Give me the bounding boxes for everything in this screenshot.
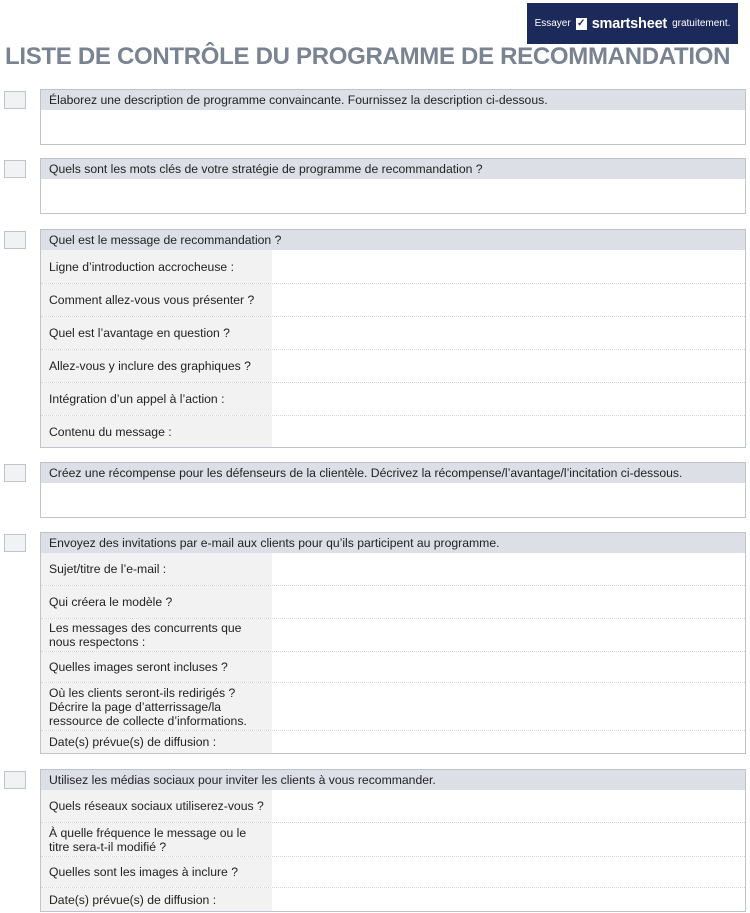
answer-field[interactable] [272, 731, 745, 753]
question-row [41, 618, 745, 651]
question-list [41, 790, 745, 911]
answer-field[interactable] [272, 317, 745, 349]
section-checkbox[interactable] [4, 464, 26, 482]
question-row [41, 887, 745, 911]
section-box [40, 532, 746, 754]
question-label: Intégration d’un appel à l’action : [41, 383, 272, 415]
section-header: Utilisez les médias sociaux pour inviter les clients à vous recommander. [41, 770, 745, 790]
question-row [41, 250, 745, 283]
question-row [41, 790, 745, 822]
question-row [41, 349, 745, 382]
section-header: Élaborez une description de programme convaincante. Fournissez la description ci-dessous. [41, 90, 745, 110]
section-checkbox[interactable] [4, 160, 26, 178]
smartsheet-trial-banner[interactable] [527, 3, 738, 44]
question-row [41, 585, 745, 618]
question-label: Où les clients seront-ils redirigés ? Décrire la page d’atterrissage/la ressource de collecte d’informations. [41, 683, 272, 730]
banner-prefix: Essayer [534, 18, 571, 29]
question-label: Contenu du message : [41, 416, 272, 447]
section-checkbox[interactable] [4, 91, 26, 109]
answer-field[interactable] [272, 857, 745, 887]
section-header: Quel est le message de recommandation ? [41, 230, 745, 250]
question-row [41, 283, 745, 316]
question-row [41, 856, 745, 887]
question-label: À quelle fréquence le message ou le titre sera-t-il modifié ? [41, 823, 272, 856]
question-row [41, 415, 745, 447]
question-label: Allez-vous y inclure des graphiques ? [41, 350, 272, 382]
question-row [41, 682, 745, 730]
section-header: Envoyez des invitations par e-mail aux clients pour qu’ils participent au programme. [41, 533, 745, 553]
answer-field[interactable] [272, 383, 745, 415]
answer-field[interactable] [272, 416, 745, 447]
answer-field[interactable] [272, 888, 745, 911]
answer-field[interactable] [272, 284, 745, 316]
question-label: Les messages des concurrents que nous respectons : [41, 619, 272, 651]
answer-field[interactable] [272, 619, 745, 651]
banner-suffix: gratuitement. [672, 18, 731, 29]
answer-field[interactable] [272, 350, 745, 382]
page-title: LISTE DE CONTRÔLE DU PROGRAMME DE RECOMMANDATION [5, 43, 731, 70]
section-box [40, 462, 746, 518]
section-box [40, 158, 746, 214]
answer-field[interactable] [272, 823, 745, 856]
question-row [41, 553, 745, 585]
question-label: Quelles images seront incluses ? [41, 652, 272, 682]
question-row [41, 822, 745, 856]
question-list [41, 250, 745, 447]
section-box [40, 769, 746, 912]
question-label: Quelles sont les images à inclure ? [41, 857, 272, 887]
answer-field[interactable] [272, 790, 745, 822]
question-label: Date(s) prévue(s) de diffusion : [41, 731, 272, 753]
section-box [40, 89, 746, 145]
section-checkbox[interactable] [4, 231, 26, 249]
answer-field[interactable] [272, 250, 745, 283]
answer-field[interactable] [272, 553, 745, 585]
section-checkbox[interactable] [4, 534, 26, 552]
answer-field[interactable] [41, 110, 745, 144]
answer-field[interactable] [41, 179, 745, 213]
section-checkbox[interactable] [4, 771, 26, 789]
question-label: Comment allez-vous vous présenter ? [41, 284, 272, 316]
question-list [41, 553, 745, 753]
answer-field[interactable] [272, 652, 745, 682]
section-header: Créez une récompense pour les défenseurs de la clientèle. Décrivez la récompense/l’avantage/l’incitation ci-dessous. [41, 463, 745, 483]
section-box [40, 229, 746, 448]
question-label: Quel est l’avantage en question ? [41, 317, 272, 349]
checkmark-icon: ✓ [576, 17, 586, 29]
question-label: Quels réseaux sociaux utiliserez-vous ? [41, 790, 272, 822]
question-row [41, 316, 745, 349]
question-row [41, 730, 745, 753]
answer-field[interactable] [41, 483, 745, 517]
question-label: Qui créera le modèle ? [41, 586, 272, 618]
question-label: Ligne d’introduction accrocheuse : [41, 250, 272, 283]
question-label: Sujet/titre de l’e-mail : [41, 553, 272, 585]
question-label: Date(s) prévue(s) de diffusion : [41, 888, 272, 911]
question-row [41, 382, 745, 415]
banner-brand: smartsheet [591, 15, 668, 32]
section-header: Quels sont les mots clés de votre stratégie de programme de recommandation ? [41, 159, 745, 179]
answer-field[interactable] [272, 683, 745, 730]
question-row [41, 651, 745, 682]
answer-field[interactable] [272, 586, 745, 618]
